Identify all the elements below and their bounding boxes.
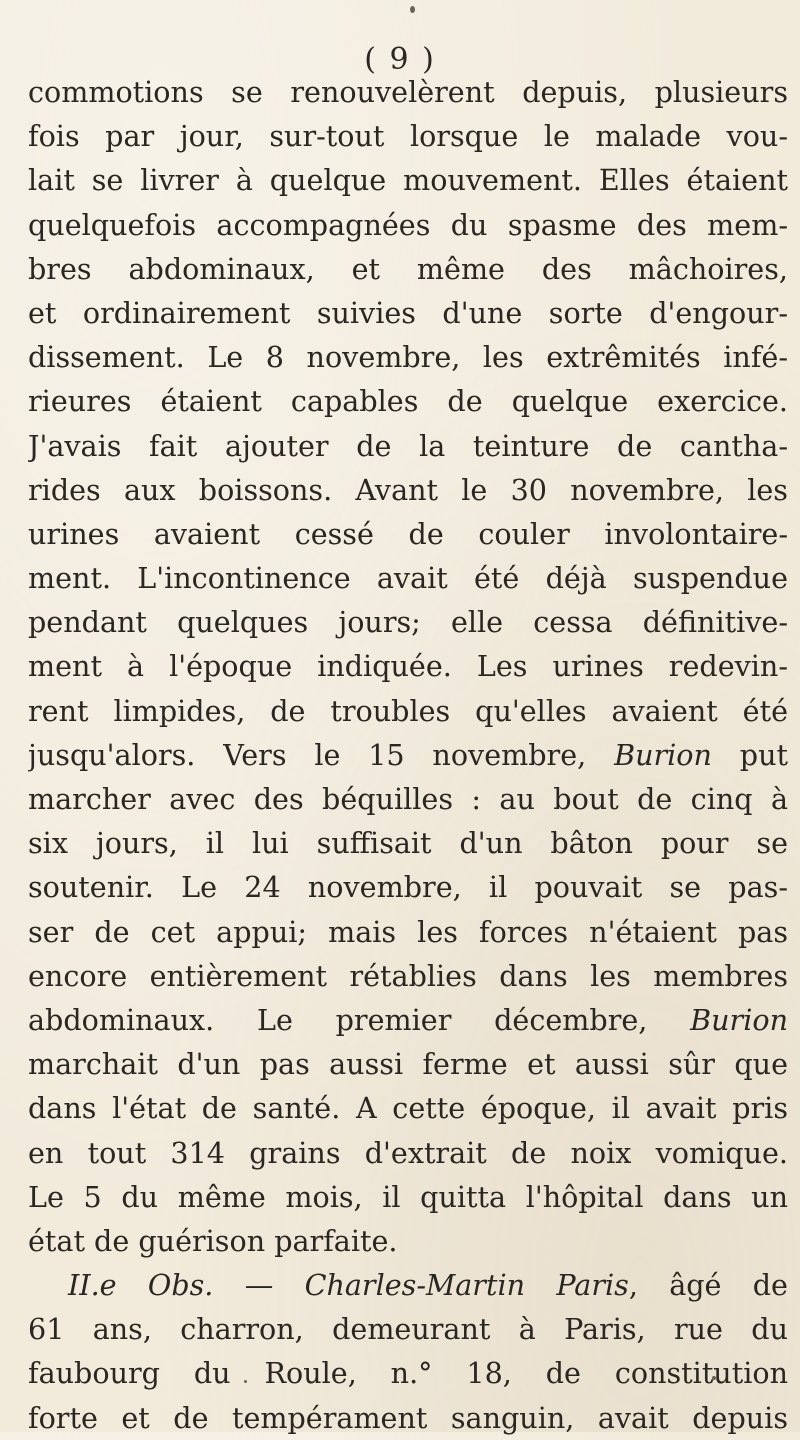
text-line: ser de cet appui; mais les forces n'étaient pas	[28, 914, 788, 949]
text-segment: put	[711, 737, 788, 772]
text-line: urines avaient cessé de couler involontaire-	[28, 516, 788, 551]
page-number: ( 9 )	[364, 42, 436, 77]
text-line: rides aux boissons. Avant le 30 novembre, les	[28, 472, 788, 507]
text-segment: abdominaux. Le premier décembre,	[28, 1002, 691, 1037]
text-line: fois par jour, sur-tout lorsque le malade vou-	[28, 119, 788, 154]
observation-heading: II.e Obs. — Charles-Martin Paris	[68, 1268, 629, 1303]
text-line: encore entièrement rétablies dans les membres	[28, 958, 788, 993]
text-line: dans l'état de santé. A cette époque, il avait pris	[28, 1091, 788, 1126]
patient-name-italic: Burion	[690, 1002, 788, 1037]
text-line: forte et de tempérament sanguin, avait depuis	[28, 1400, 788, 1435]
text-line: rent limpides, de troubles qu'elles avaient été	[28, 693, 788, 728]
text-line: dissement. Le 8 novembre, les extrêmités infé-	[28, 340, 788, 375]
text-line: et ordinairement suivies d'une sorte d'engour-	[28, 295, 788, 330]
body-text	[28, 70, 788, 1440]
text-line: pendant quelques jours; elle cessa définitive-	[28, 605, 788, 640]
text-line: bres abdominaux, et même des mâchoires,	[28, 251, 788, 286]
text-line: ment. L'incontinence avait été déjà suspendue	[28, 561, 788, 596]
text-line: soutenir. Le 24 novembre, il pouvait se pas-	[28, 870, 788, 905]
text-line: rieures étaient capables de quelque exercice.	[28, 384, 788, 419]
text-line: 61 ans, charron, demeurant à Paris, rue du	[28, 1312, 788, 1347]
text-line: en tout 314 grains d'extrait de noix vomique.	[28, 1135, 788, 1170]
text-segment: jusqu'alors. Vers le 15 novembre,	[28, 737, 615, 772]
ink-speck	[410, 6, 415, 13]
text-line: six jours, il lui suffisait d'un bâton pour se	[28, 826, 788, 861]
text-line: commotions se renouvelèrent depuis, plusieurs	[28, 75, 788, 109]
text-line: J'avais fait ajouter de la teinture de cantha-	[28, 428, 788, 463]
text-line: marchait d'un pas aussi ferme et aussi sûr que	[28, 1047, 788, 1082]
text-line: faubourg du Roule, n.° 18, de constitution	[28, 1356, 788, 1391]
text-segment: , âgé de	[628, 1268, 788, 1303]
text-line: Le 5 du même mois, il quitta l'hôpital dans un	[28, 1179, 788, 1214]
text-line: lait se livrer à quelque mouvement. Elles étaient	[28, 163, 788, 198]
text-line: ment à l'époque indiquée. Les urines redevin-	[28, 649, 788, 684]
text-line: quelquefois accompagnées du spasme des mem-	[28, 207, 788, 242]
patient-name-italic: Burion	[614, 737, 712, 772]
text-line	[28, 998, 788, 1042]
text-line	[28, 733, 788, 777]
observation-heading-line	[28, 1263, 788, 1307]
text-line: marcher avec des béquilles : au bout de cinq à	[28, 782, 788, 816]
paragraph-end-line: état de guérison parfaite.	[28, 1223, 398, 1258]
